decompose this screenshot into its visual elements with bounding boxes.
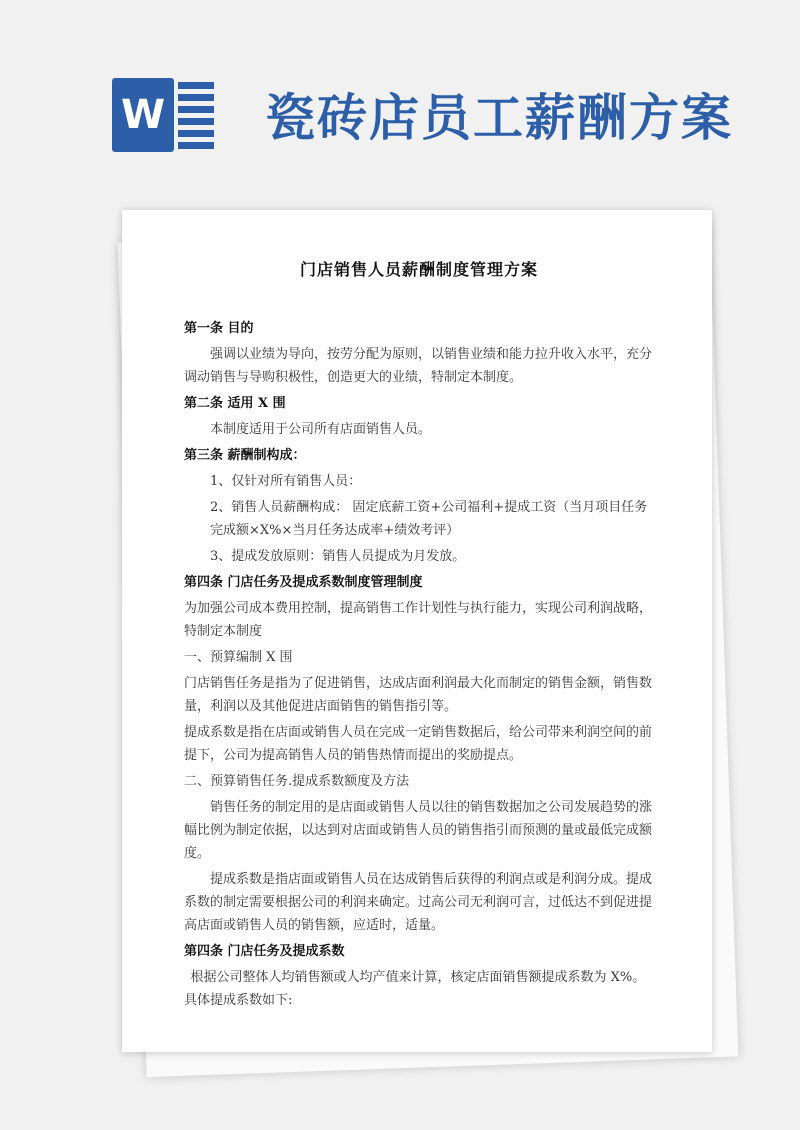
banner-title: 瓷砖店员工薪酬方案 [265, 89, 733, 147]
part-1-paragraph-2: 提成系数是指在店面或销售人员在完成一定销售数据后，给公司带来利润空间的前提下，公司为提高销售人员的销售热情而提出的奖励提点。 [184, 725, 653, 763]
article-3-item-3: 3、提成发放原则：销售人员提成为月发放。 [210, 549, 466, 564]
article-1-heading: 第一条 目的 [184, 321, 254, 336]
document-title: 门店销售人员薪酬制度管理方案 [299, 260, 538, 279]
part-1-paragraph-1: 门店销售任务是指为了促进销售，达成店面利润最大化而制定的销售金额，销售数量，利润以及其他促进店面销售的销售指引等。 [184, 676, 653, 714]
part-2-paragraph-1: 销售任务的制定用的是店面或销售人员以往的销售数据加之公司发展趋势的涨幅比例为制定依据，以达到对店面或销售人员的销售指引而预测的量或最低完成额度。 [184, 800, 653, 861]
article-4b-heading: 第四条 门店任务及提成系数 [184, 944, 345, 959]
article-3-item-1: 1、仅针对所有销售人员： [210, 474, 362, 489]
article-3-item-2: 2、销售人员薪酬构成： 固定底薪工资+公司福利+提成工资（当月项目任务完成额×X%×当月任务达成率+绩效考评） [210, 500, 648, 538]
article-4-heading: 第四条 门店任务及提成系数制度管理制度 [184, 575, 423, 590]
banner-header [0, 0, 800, 200]
article-4b-text: 根据公司整体人均销售额或人均产值来计算，核定店面销售额提成系数为 X%。具体提成系数如下: [184, 970, 646, 1008]
article-2-heading: 第二条 适用 X 围 [184, 396, 286, 411]
word-document-icon [112, 78, 222, 160]
word-logo-letter: W [112, 78, 174, 152]
article-1-text: 强调以业绩为导向，按劳分配为原则，以销售业绩和能力拉升收入水平，充分调动销售与导购积极性，创造更大的业绩，特制定本制度。 [184, 347, 653, 385]
article-3-heading: 第三条 薪酬制构成： [184, 448, 306, 463]
word-lines-icon [178, 82, 214, 152]
part-2-heading: 二、预算销售任务.提成系数额度及方法 [184, 774, 410, 789]
part-2-paragraph-2: 提成系数是指店面或销售人员在达成销售后获得的利润点或是利润分成。提成系数的制定需要根据公司的利润来确定。过高公司无利润可言，过低达不到促进提高店面或销售人员的销售额，应适时，适量。 [184, 872, 653, 933]
document-body [184, 258, 654, 1015]
document-page [122, 210, 712, 1052]
article-2-text: 本制度适用于公司所有店面销售人员。 [210, 422, 432, 437]
part-1-heading: 一、预算编制 X 围 [184, 650, 293, 665]
article-4-intro: 为加强公司成本费用控制，提高销售工作计划性与执行能力，实现公司利润战略，特制定本制度 [184, 601, 653, 639]
